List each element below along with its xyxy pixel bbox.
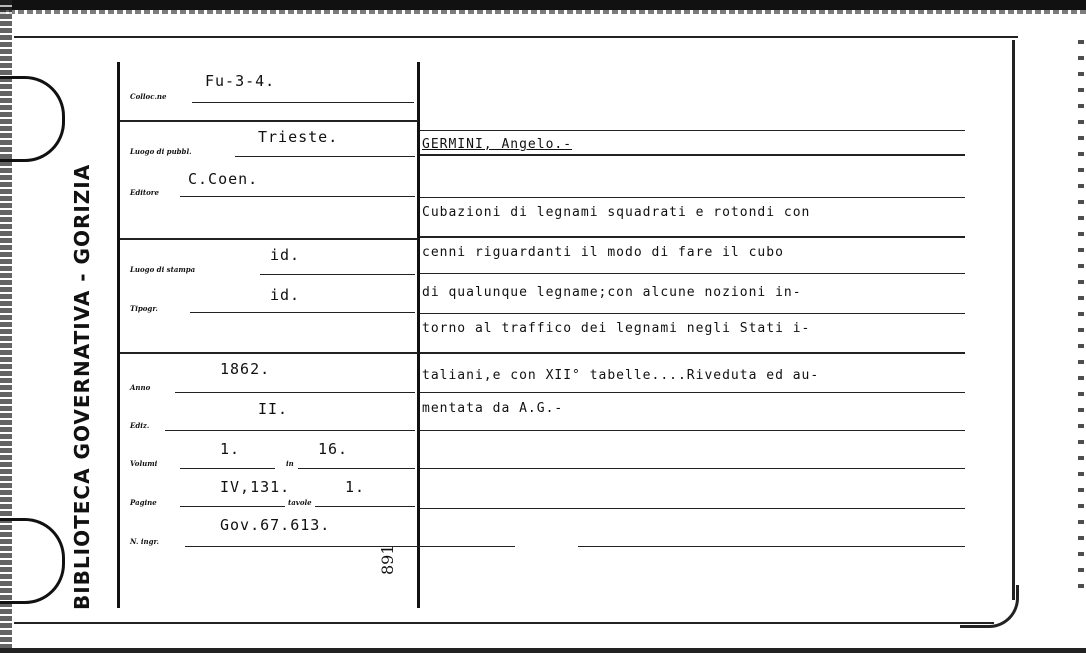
volumi-value: 1. (220, 440, 241, 458)
ediz-value: II. (258, 400, 289, 418)
right-rule (420, 352, 965, 354)
n-ingr-label: N. ingr. (130, 537, 159, 546)
volumi-label: Volumi (130, 459, 158, 468)
in-label: in (286, 459, 294, 468)
right-rule (420, 430, 965, 431)
punch-hole-bottom (0, 518, 65, 604)
ediz-label: Ediz. (130, 421, 150, 430)
tavole-label: tavole (288, 498, 312, 507)
handwritten-number: 891 (378, 544, 397, 575)
right-rule (420, 468, 965, 469)
left-column-line (117, 62, 120, 608)
field-line (190, 312, 415, 313)
field-line (165, 430, 415, 431)
field-line (298, 468, 415, 469)
library-stamp: BIBLIOTECA GOVERNATIVA - GORIZIA (70, 163, 94, 610)
collocazione-value: Fu-3-4. (205, 72, 276, 90)
field-line (180, 468, 275, 469)
editore-label: Editore (130, 188, 159, 197)
luogo-pubbl-value: Trieste. (258, 128, 339, 146)
right-rule (420, 154, 965, 156)
in-value: 16. (318, 440, 349, 458)
field-line (192, 102, 414, 103)
anno-value: 1862. (220, 360, 271, 378)
pagine-label: Pagine (130, 498, 157, 507)
description-line-2: cenni riguardanti il modo di fare il cubo (422, 245, 784, 260)
description-line-5: taliani,e con XII° tabelle....Riveduta ed au- (422, 368, 820, 383)
field-line (260, 274, 415, 275)
middle-column-line (417, 62, 420, 608)
anno-label: Anno (130, 383, 151, 392)
luogo-stampa-value: id. (270, 246, 301, 264)
description-line-6: mentata da A.G.- (422, 401, 564, 416)
luogo-pubbl-label: Luogo di pubbl. (130, 147, 192, 156)
tavole-value: 1. (345, 478, 366, 496)
right-rule (420, 197, 965, 198)
card-right-border (1012, 40, 1015, 600)
author-heading: GERMINI, Angelo.- (422, 137, 573, 152)
scan-bottom-edge (0, 648, 1086, 653)
pagine-value: IV,131. (220, 478, 291, 496)
field-line (180, 506, 285, 507)
collocazione-label: Colloc.ne (130, 92, 167, 101)
card-bottom-border (14, 622, 994, 624)
description-line-3: di qualunque legname;con alcune nozioni in- (422, 285, 802, 300)
punch-hole-top (0, 76, 65, 162)
description-line-1: Cubazioni di legnami squadrati e rotondi con (422, 205, 811, 220)
field-line (235, 156, 415, 157)
separator (120, 352, 418, 354)
field-line (185, 546, 515, 547)
card-top-border (14, 36, 1018, 38)
separator (120, 120, 418, 122)
field-line (315, 506, 415, 507)
right-rule (420, 273, 965, 274)
scan-right-edge (1078, 40, 1084, 600)
right-rule (420, 392, 965, 393)
n-ingr-value: Gov.67.613. (220, 516, 331, 534)
tipogr-label: Tipogr. (130, 304, 158, 313)
scan-top-noise (0, 10, 1086, 14)
field-line (180, 196, 415, 197)
tipogr-value: id. (270, 286, 301, 304)
right-rule (420, 313, 965, 314)
description-line-4: torno al traffico dei legnami negli Stati i- (422, 321, 811, 336)
editore-value: C.Coen. (188, 170, 259, 188)
scan-top-edge (0, 0, 1086, 10)
right-rule (578, 546, 965, 547)
right-rule (420, 130, 965, 131)
luogo-stampa-label: Luogo di stampa (130, 265, 196, 274)
separator (120, 238, 418, 240)
field-line (175, 392, 415, 393)
right-rule (420, 508, 965, 509)
right-rule (420, 236, 965, 238)
